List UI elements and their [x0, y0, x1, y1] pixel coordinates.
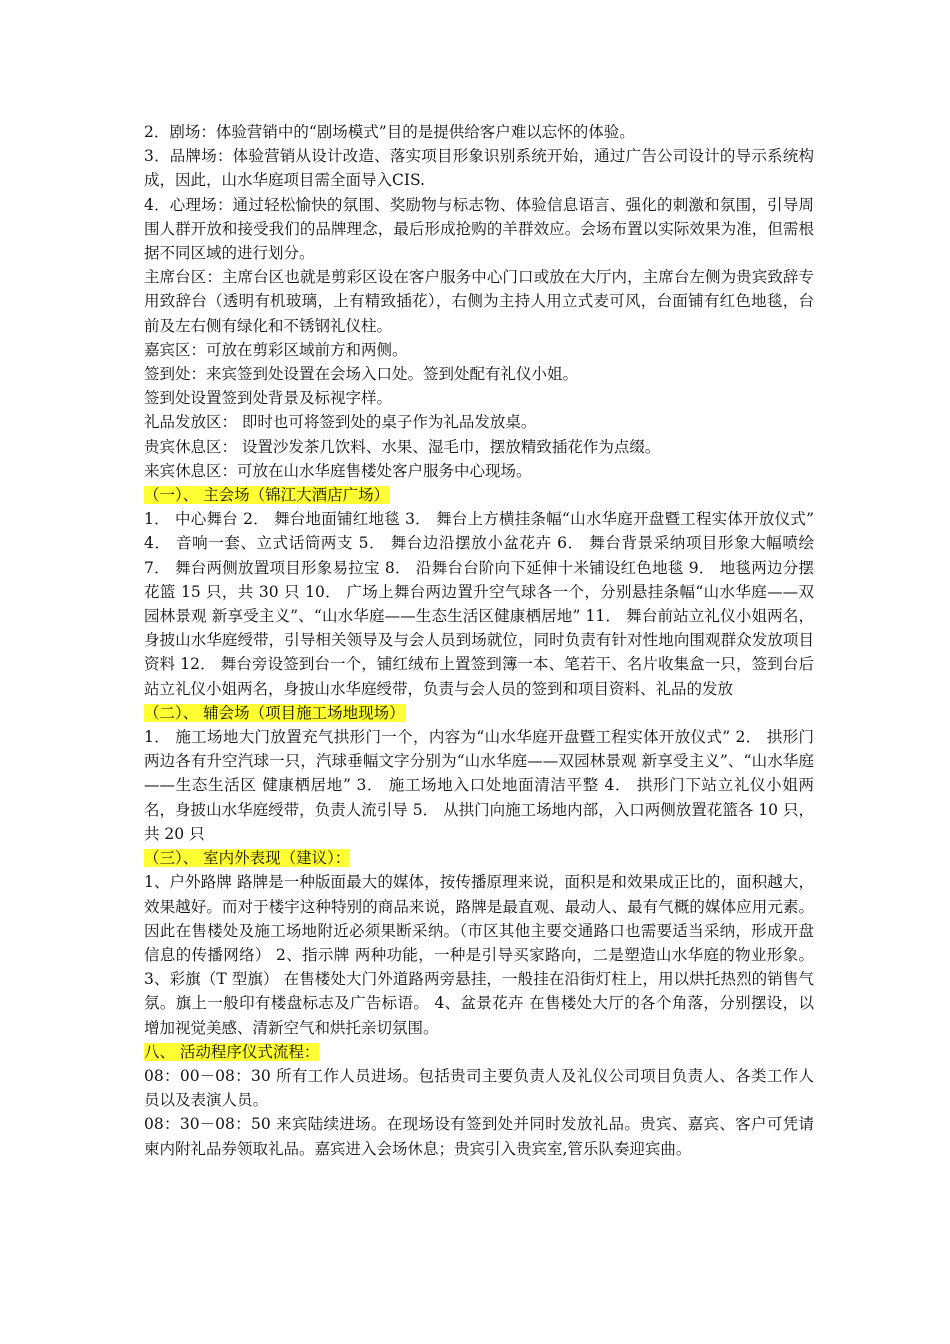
paragraph-signin-desk: 签到处：来宾签到处设置在会场入口处。签到处配有礼仪小姐。	[144, 365, 579, 384]
paragraph-sub-venue-list: 1． 施工场地大门放置充气拱形门一个，内容为“山水华庭开盘暨工程实体开放仪式” 2． 拱形门两边各有升空汽球一只，汽球垂幅文字分别为“山水华庭——双园林景观 新享受主义”、“山水华庭——生态生活区 健康栖居地” 3． 施工场地入口处地面清洁平整 4． 拱形门下站立礼仪小姐两名，身披山水华庭绶带，负责人流引导 5． 从拱门向施工场地内部，入口两侧放置花篮各 10 只，共 20 只	[144, 728, 814, 843]
paragraph-signin-backdrop: 签到处设置签到处背景及标视字样。	[144, 389, 393, 408]
paragraph-psychology-field: 4．心理场：通过轻松愉快的氛围、奖励物与标志物、体验信息语言、强化的刺激和氛围，引导周围人群开放和接受我们的品牌理念，最后形成抢购的羊群效应。会场布置以实际效果为准，但需根据不同区域的进行划分。	[144, 195, 814, 263]
paragraph-indoor-outdoor-list: 1、户外路牌 路牌是一种版面最大的媒体，按传播原理来说，面积是和效果成正比的，面积越大， 效果越好。而对于楼宇这种特别的商品来说，路牌是最直观、最动人、最有气概的媒体应用元素。因此在售楼处及施工场地附近必须果断采纳。（市区其他主要交通路口也需要适当采纳，形成开盘信息的传播网络） 2、指示牌 两种功能，一种是引导买家路向，二是塑造山水华庭的物业形象。 3、彩旗（T 型旗） 在售楼处大门外道路两旁悬挂，一般挂在沿街灯柱上，用以烘托热烈的销售气氛。旗上一般印有楼盘标志及广告标语。 4、盆景花卉 在售楼处大厅的各个角落，分别摆设，以增加视觉美感、清新空气和烘托亲切氛围。	[144, 873, 814, 1037]
paragraph-rostrum-area: 主席台区：主席台区也就是剪彩区设在客户服务中心门口或放在大厅内，主席台左侧为贵宾致辞专用致辞台（透明有机玻璃，上有精致插花），右侧为主持人用立式麦可风，台面铺有红色地毯，台前及左右侧有绿化和不锈钢礼仪柱。	[144, 268, 814, 335]
paragraph-vip-lounge: 贵宾休息区： 设置沙发茶几饮料、水果、湿毛巾，摆放精致插花作为点缀。	[144, 437, 661, 456]
section-heading-indoor-outdoor: （三）、 室内外表现（建议）：	[144, 849, 351, 868]
paragraph-theater: 2．剧场：体验营销中的“剧场模式”目的是提供给客户难以忘怀的体验。	[144, 123, 635, 141]
paragraph-schedule-0830: 08：30－08：50 来宾陆续进场。在现场设有签到处并同时发放礼品。贵宾、嘉宾、客户可凭请柬内附礼品券领取礼品。嘉宾进入会场休息；贵宾引入贵宾室,管乐队奏迎宾曲。	[144, 1115, 814, 1158]
paragraph-schedule-0800: 08：00－08：30 所有工作人员进场。包括贵司主要负责人及礼仪公司项目负责人、各类工作人员以及表演人员。	[144, 1066, 814, 1110]
section-heading-main-venue: （一）、 主会场（锦江大酒店广场）	[144, 486, 390, 505]
section-heading-sub-venue: （二）、 辅会场（项目施工场地现场）	[144, 703, 405, 722]
document-body	[144, 120, 814, 1161]
paragraph-main-venue-list: 1． 中心舞台 2． 舞台地面铺红地毯 3． 舞台上方横挂条幅“山水华庭开盘暨工程实体开放仪式” 4． 音响一套、立式话筒两支 5． 舞台边沿摆放小盆花卉 6． 舞台背景采纳项目形象大幅喷绘 7． 舞台两侧放置项目形象易拉宝 8． 沿舞台台阶向下延伸十米铺设红色地毯 9． 地毯两边分摆花篮 15 只，共 30 只 10． 广场上舞台两边置升空气球各一个，分别悬挂条幅“山水华庭——双园林景观 新享受主义”、“山水华庭——生态生活区健康栖居地” 11． 舞台前站立礼仪小姐两名，身披山水华庭绶带，引导相关领导及与会人员到场就位，同时负责有针对性地向围观群众发放项目资料 12． 舞台旁设签到台一个，铺红绒布上置签到簿一本、笔若干、名片收集盒一只，签到台后站立礼仪小姐两名，身披山水华庭绶带，负责与会人员的签到和项目资料、礼品的发放	[144, 510, 814, 698]
paragraph-visitor-lounge: 来宾休息区：可放在山水华庭售楼处客户服务中心现场。	[144, 461, 532, 480]
paragraph-gift-area: 礼品发放区： 即时也可将签到处的桌子作为礼品发放桌。	[144, 413, 537, 432]
paragraph-guest-area: 嘉宾区：可放在剪彩区域前方和两侧。	[144, 340, 408, 359]
section-heading-ceremony-flow: 八、 活动程序仪式流程：	[144, 1042, 320, 1061]
paragraph-brand-field: 3．品牌场：体验营销从设计改造、落实项目形象识别系统开始，通过广告公司设计的导示系统构成，因此，山水华庭项目需全面导入CIS.	[144, 147, 814, 190]
